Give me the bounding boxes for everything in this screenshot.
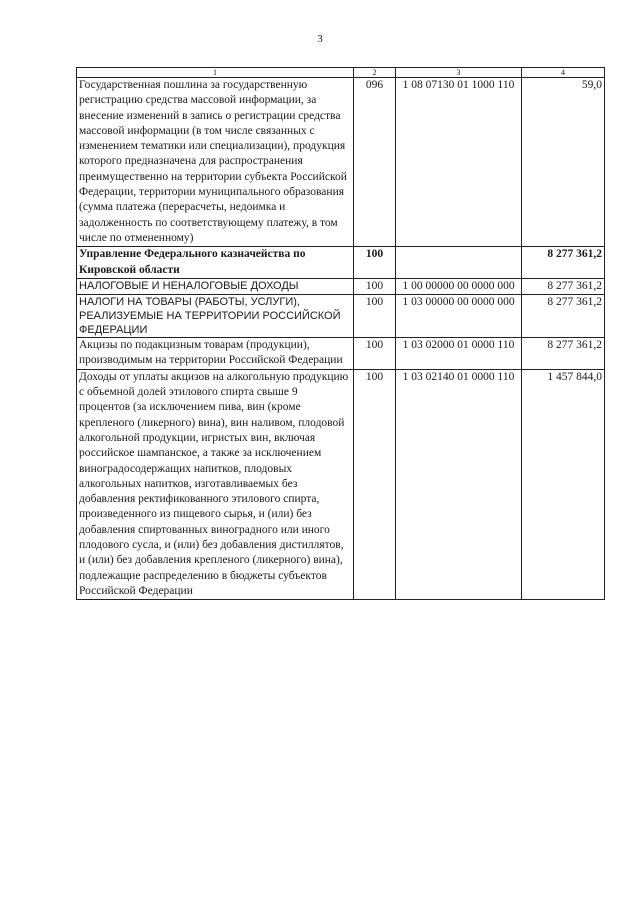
row-admin-code: 100 <box>354 278 396 294</box>
row-budget-code: 1 08 07130 01 1000 110 <box>396 78 522 247</box>
table-row <box>77 338 605 370</box>
row-name: Государственная пошлина за государственную регистрацию средства массовой информации, за внесение изменений в запись о регистрации средства массовой информации (в том числе связанных с изменением тематики или специализации), продукция которого предназначена для распространения преимущественно на территории субъекта Российской Федерации, территории муниципального образования (сумма платежа (перерасчеты, недоимка и задолженность по соответствующему платежу, в том числе по отмененному) <box>77 78 354 247</box>
table-row <box>77 369 605 599</box>
row-amount: 1 457 844,0 <box>522 369 605 599</box>
table-row <box>77 247 605 279</box>
revenue-table <box>76 67 605 600</box>
column-header: 2 <box>354 68 396 78</box>
row-name: Доходы от уплаты акцизов на алкогольную продукцию с объемной долей этилового спирта свыше 9 процентов (за исключением пива, вин (кроме крепленого (ликерного) вина), вин наливом, плодовой алкогольной продукции, игристых вин, включая российское шампанское, а также за исключением виноградосодержащих напитков, плодовых алкогольных напитков, изготавливаемых без добавления ректификованного этилового спирта, произведенного из пищевого сырья, и (или) без добавления спиртованных виноградного или иного плодового сусла, и (или) без добавления дистиллятов, и (или) без добавления крепленого (ликерного) вина), подлежащие распределению в бюджеты субъектов Российской Федерации <box>77 369 354 599</box>
table-row <box>77 278 605 294</box>
row-amount: 8 277 361,2 <box>522 295 605 338</box>
row-budget-code: 1 00 00000 00 0000 000 <box>396 278 522 294</box>
row-admin-code: 100 <box>354 369 396 599</box>
row-admin-code: 100 <box>354 295 396 338</box>
row-amount: 8 277 361,2 <box>522 278 605 294</box>
table-row <box>77 78 605 247</box>
row-name: Акцизы по подакцизным товарам (продукции), производимым на территории Российской Федерации <box>77 338 354 370</box>
page-number: 3 <box>317 33 323 45</box>
row-admin-code: 100 <box>354 338 396 370</box>
column-header: 4 <box>522 68 605 78</box>
row-budget-code: 1 03 02000 01 0000 110 <box>396 338 522 370</box>
row-amount: 59,0 <box>522 78 605 247</box>
row-name: НАЛОГИ НА ТОВАРЫ (РАБОТЫ, УСЛУГИ), РЕАЛИЗУЕМЫЕ НА ТЕРРИТОРИИ РОССИЙСКОЙ ФЕДЕРАЦИИ <box>77 295 354 338</box>
row-amount: 8 277 361,2 <box>522 247 605 279</box>
row-name: НАЛОГОВЫЕ И НЕНАЛОГОВЫЕ ДОХОДЫ <box>77 278 354 294</box>
table-header-row <box>77 68 605 78</box>
row-budget-code <box>396 247 522 279</box>
row-budget-code: 1 03 00000 00 0000 000 <box>396 295 522 338</box>
row-name: Управление Федерального казначейства по Кировской области <box>77 247 354 279</box>
row-admin-code: 096 <box>354 78 396 247</box>
table-row <box>77 295 605 338</box>
row-admin-code: 100 <box>354 247 396 279</box>
column-header: 1 <box>77 68 354 78</box>
row-amount: 8 277 361,2 <box>522 338 605 370</box>
column-header: 3 <box>396 68 522 78</box>
row-budget-code: 1 03 02140 01 0000 110 <box>396 369 522 599</box>
